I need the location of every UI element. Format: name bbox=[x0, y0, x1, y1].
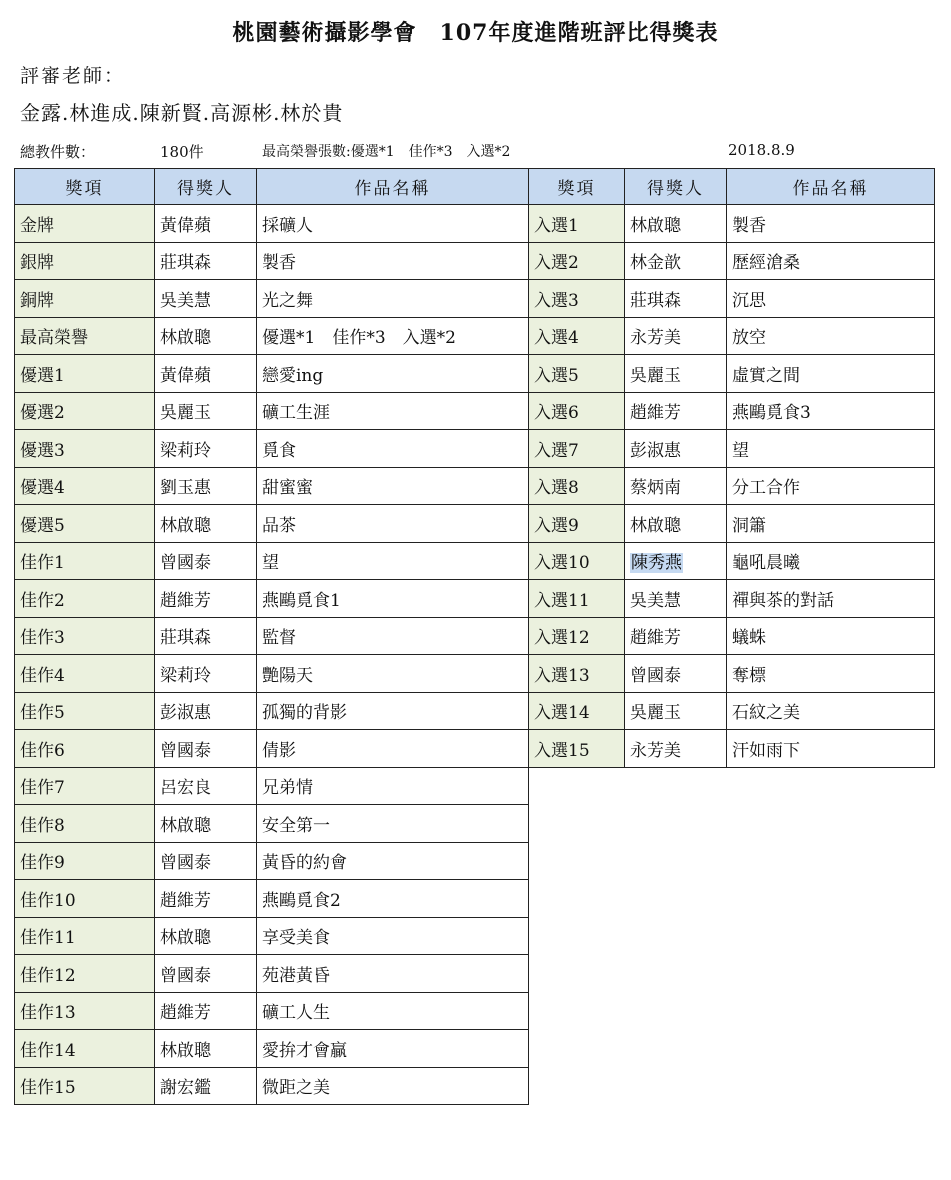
winner-cell-text: 永芳美 bbox=[630, 740, 681, 761]
award-cell[interactable] bbox=[15, 992, 155, 1030]
table-row bbox=[529, 655, 935, 693]
work-cell[interactable] bbox=[727, 317, 935, 355]
table-row bbox=[15, 617, 529, 655]
award-cell[interactable] bbox=[529, 205, 625, 243]
work-cell[interactable] bbox=[727, 692, 935, 730]
winner-cell-text: 曾國泰 bbox=[160, 853, 211, 874]
winner-cell[interactable] bbox=[155, 617, 257, 655]
work-cell[interactable] bbox=[257, 730, 529, 768]
table-row bbox=[529, 355, 935, 393]
winner-cell-text: 吳美慧 bbox=[630, 590, 681, 611]
work-cell-text: 兄弟情 bbox=[262, 778, 313, 799]
award-cell-text: 入選8 bbox=[534, 478, 579, 499]
table-row bbox=[15, 842, 529, 880]
work-cell-text: 燕鷗覓食1 bbox=[262, 590, 341, 611]
winner-cell-text: 永芳美 bbox=[630, 328, 681, 349]
table-row bbox=[15, 692, 529, 730]
award-cell-text: 入選6 bbox=[534, 403, 579, 424]
work-cell-text: 苑港黃昏 bbox=[262, 965, 330, 986]
work-cell-text: 礦工人生 bbox=[262, 1003, 330, 1024]
winner-cell-text: 林啟聰 bbox=[630, 515, 681, 536]
work-cell-text: 燕鷗覓食2 bbox=[262, 890, 341, 911]
work-cell[interactable] bbox=[257, 355, 529, 393]
work-cell[interactable] bbox=[257, 280, 529, 318]
award-cell[interactable] bbox=[15, 392, 155, 430]
award-cell-text: 入選11 bbox=[534, 590, 590, 611]
work-cell-text: 石紋之美 bbox=[732, 703, 800, 724]
work-cell[interactable] bbox=[727, 205, 935, 243]
winner-cell-text: 彭淑惠 bbox=[160, 703, 211, 724]
work-cell[interactable] bbox=[727, 542, 935, 580]
work-cell-text: 孤獨的背影 bbox=[262, 703, 347, 724]
highest-honor-counts: 最高榮譽張數:優選*1 佳作*3 入選*2 bbox=[262, 144, 511, 160]
award-cell-text: 佳作5 bbox=[20, 703, 65, 724]
award-cell[interactable] bbox=[529, 730, 625, 768]
work-cell[interactable] bbox=[727, 280, 935, 318]
winner-cell[interactable] bbox=[155, 280, 257, 318]
winner-cell-text: 趙維芳 bbox=[160, 590, 211, 611]
table-row bbox=[15, 730, 529, 768]
award-cell[interactable] bbox=[15, 580, 155, 618]
work-cell[interactable] bbox=[257, 580, 529, 618]
table-row bbox=[15, 880, 529, 918]
award-cell[interactable] bbox=[15, 467, 155, 505]
work-cell[interactable] bbox=[727, 505, 935, 543]
winner-cell[interactable] bbox=[625, 430, 727, 468]
award-cell-text: 入選12 bbox=[534, 628, 590, 649]
table-row bbox=[15, 355, 529, 393]
award-cell-text: 優選4 bbox=[20, 478, 65, 499]
work-cell-text: 監督 bbox=[262, 628, 296, 649]
table-row bbox=[15, 317, 529, 355]
header-award[interactable]: 獎項 bbox=[15, 169, 155, 205]
award-cell[interactable] bbox=[15, 430, 155, 468]
work-cell-text: 品茶 bbox=[262, 515, 296, 536]
work-cell-text: 微距之美 bbox=[262, 1078, 330, 1099]
award-cell-text: 佳作4 bbox=[20, 665, 65, 686]
award-cell-text: 佳作9 bbox=[20, 853, 65, 874]
winner-cell-text: 趙維芳 bbox=[630, 628, 681, 649]
total-entries-value: 180件 bbox=[160, 143, 204, 161]
table-row bbox=[15, 280, 529, 318]
table-row bbox=[15, 392, 529, 430]
winner-cell[interactable] bbox=[155, 730, 257, 768]
award-cell-text: 佳作6 bbox=[20, 740, 65, 761]
work-cell[interactable] bbox=[257, 880, 529, 918]
table-row bbox=[529, 730, 935, 768]
winner-cell-text: 彭淑惠 bbox=[630, 440, 681, 461]
winner-cell[interactable] bbox=[155, 430, 257, 468]
winner-cell[interactable] bbox=[625, 655, 727, 693]
table-row bbox=[15, 1067, 529, 1105]
award-cell-text: 入選4 bbox=[534, 328, 579, 349]
work-cell[interactable] bbox=[257, 505, 529, 543]
work-cell-text: 製香 bbox=[732, 215, 766, 236]
table-row bbox=[15, 430, 529, 468]
table-row bbox=[15, 242, 529, 280]
winner-cell[interactable] bbox=[155, 992, 257, 1030]
table-row bbox=[529, 580, 935, 618]
work-cell-text: 奪標 bbox=[732, 665, 766, 686]
award-cell[interactable] bbox=[529, 617, 625, 655]
work-cell-text: 製香 bbox=[262, 253, 296, 274]
award-cell[interactable] bbox=[15, 1067, 155, 1105]
table-row bbox=[15, 767, 529, 805]
award-cell-text: 入選3 bbox=[534, 290, 579, 311]
winner-cell-text: 吳美慧 bbox=[160, 290, 211, 311]
table-row bbox=[529, 242, 935, 280]
winner-cell-text: 吳麗玉 bbox=[630, 365, 681, 386]
work-cell[interactable] bbox=[727, 355, 935, 393]
winner-cell-text: 吳麗玉 bbox=[160, 403, 211, 424]
work-cell-text: 洞簫 bbox=[732, 515, 766, 536]
winner-cell-text: 林啟聰 bbox=[160, 1040, 211, 1061]
work-cell[interactable] bbox=[257, 955, 529, 993]
work-cell-text: 歷經滄桑 bbox=[732, 253, 800, 274]
work-cell-text: 採礦人 bbox=[262, 215, 313, 236]
winner-cell[interactable] bbox=[625, 392, 727, 430]
award-cell-text: 優選2 bbox=[20, 403, 65, 424]
work-cell-text: 覓食 bbox=[262, 440, 296, 461]
table-row bbox=[529, 430, 935, 468]
header-winner[interactable]: 得獎人 bbox=[155, 169, 257, 205]
judges-label: 評審老師： bbox=[20, 65, 126, 87]
winner-cell[interactable] bbox=[625, 617, 727, 655]
table-row bbox=[15, 505, 529, 543]
work-cell-text: 礦工生涯 bbox=[262, 403, 330, 424]
work-cell-text: 汗如雨下 bbox=[732, 740, 800, 761]
award-cell[interactable] bbox=[529, 505, 625, 543]
award-cell[interactable] bbox=[15, 767, 155, 805]
date: 2018.8.9 bbox=[728, 141, 795, 159]
award-cell[interactable] bbox=[529, 392, 625, 430]
right-award-table bbox=[528, 168, 935, 768]
winner-cell[interactable] bbox=[625, 317, 727, 355]
winner-cell[interactable] bbox=[155, 392, 257, 430]
work-cell-text: 沉思 bbox=[732, 290, 766, 311]
winner-cell-text: 陳秀燕 bbox=[631, 553, 682, 574]
work-cell-text: 放空 bbox=[732, 328, 766, 349]
winner-cell-text: 莊琪森 bbox=[160, 253, 211, 274]
award-cell[interactable] bbox=[15, 205, 155, 243]
work-cell[interactable] bbox=[257, 542, 529, 580]
award-cell-text: 入選13 bbox=[534, 665, 590, 686]
winner-cell-text: 曾國泰 bbox=[160, 965, 211, 986]
winner-cell-text: 梁莉玲 bbox=[160, 665, 211, 686]
award-cell[interactable] bbox=[15, 505, 155, 543]
work-cell-text: 甜蜜蜜 bbox=[262, 478, 313, 499]
award-cell[interactable] bbox=[529, 580, 625, 618]
work-cell-text: 望 bbox=[732, 440, 749, 461]
award-cell-text: 入選14 bbox=[534, 703, 590, 724]
award-cell[interactable] bbox=[529, 430, 625, 468]
work-cell[interactable] bbox=[727, 430, 935, 468]
winner-cell[interactable] bbox=[155, 842, 257, 880]
award-cell[interactable] bbox=[529, 692, 625, 730]
winner-cell[interactable] bbox=[155, 467, 257, 505]
winner-cell[interactable] bbox=[155, 805, 257, 843]
winner-cell[interactable] bbox=[625, 692, 727, 730]
award-cell[interactable] bbox=[15, 617, 155, 655]
winner-cell-text: 蔡炳南 bbox=[630, 478, 681, 499]
winner-cell[interactable] bbox=[625, 205, 727, 243]
award-cell[interactable] bbox=[15, 1030, 155, 1068]
winner-cell[interactable] bbox=[625, 242, 727, 280]
work-cell[interactable] bbox=[727, 392, 935, 430]
work-cell-text: 燕鷗覓食3 bbox=[732, 403, 811, 424]
total-entries-label: 總教件數： bbox=[20, 143, 96, 161]
work-cell-text: 艷陽天 bbox=[262, 665, 313, 686]
award-cell-text: 入選2 bbox=[534, 253, 579, 274]
winner-cell-text: 林啟聰 bbox=[160, 515, 211, 536]
winner-cell-text: 吳麗玉 bbox=[630, 703, 681, 724]
award-cell-text: 佳作3 bbox=[20, 628, 65, 649]
work-cell-text: 愛拚才會贏 bbox=[262, 1040, 347, 1061]
award-cell-text: 佳作15 bbox=[20, 1078, 76, 1099]
award-cell[interactable] bbox=[15, 317, 155, 355]
winner-cell[interactable] bbox=[155, 767, 257, 805]
winner-cell[interactable] bbox=[625, 467, 727, 505]
winner-cell-text: 林啟聰 bbox=[160, 928, 211, 949]
work-cell[interactable] bbox=[727, 467, 935, 505]
winner-cell-text: 黃偉蘋 bbox=[160, 365, 211, 386]
award-cell[interactable] bbox=[15, 805, 155, 843]
award-cell-text: 入選9 bbox=[534, 515, 579, 536]
winner-cell-text: 黃偉蘋 bbox=[160, 215, 211, 236]
work-cell[interactable] bbox=[727, 730, 935, 768]
work-cell[interactable] bbox=[257, 767, 529, 805]
table-row bbox=[529, 280, 935, 318]
table-row bbox=[529, 467, 935, 505]
award-cell-text: 入選10 bbox=[534, 553, 590, 574]
winner-cell[interactable] bbox=[155, 880, 257, 918]
header-work[interactable]: 作品名稱 bbox=[257, 169, 529, 205]
award-cell-text: 最高榮譽 bbox=[20, 328, 88, 349]
work-cell[interactable] bbox=[727, 655, 935, 693]
award-cell-text: 佳作2 bbox=[20, 590, 65, 611]
winner-cell[interactable] bbox=[155, 355, 257, 393]
winner-cell[interactable] bbox=[625, 355, 727, 393]
header-work[interactable]: 作品名稱 bbox=[727, 169, 935, 205]
award-cell-text: 優選1 bbox=[20, 365, 65, 386]
work-cell[interactable] bbox=[257, 242, 529, 280]
work-cell-text: 安全第一 bbox=[262, 815, 330, 836]
award-cell-text: 優選3 bbox=[20, 440, 65, 461]
winner-cell[interactable] bbox=[625, 542, 727, 580]
left-award-table bbox=[14, 168, 529, 1105]
winner-cell[interactable] bbox=[155, 1030, 257, 1068]
work-cell-text: 望 bbox=[262, 553, 279, 574]
winner-cell-text: 趙維芳 bbox=[160, 1003, 211, 1024]
work-cell[interactable] bbox=[257, 655, 529, 693]
winner-cell-text: 謝宏鑑 bbox=[160, 1078, 211, 1099]
award-cell-text: 優選5 bbox=[20, 515, 65, 536]
award-cell[interactable] bbox=[15, 730, 155, 768]
award-cell-text: 佳作7 bbox=[20, 778, 65, 799]
table-row bbox=[15, 917, 529, 955]
winner-cell[interactable] bbox=[155, 242, 257, 280]
winner-cell[interactable] bbox=[155, 317, 257, 355]
work-cell[interactable] bbox=[257, 917, 529, 955]
award-cell-text: 佳作10 bbox=[20, 890, 76, 911]
work-cell-text: 戀愛ing bbox=[262, 365, 324, 386]
work-cell-text: 禪與茶的對話 bbox=[732, 590, 834, 611]
work-cell-text: 享受美食 bbox=[262, 928, 330, 949]
award-cell-text: 入選15 bbox=[534, 740, 590, 761]
table-row bbox=[529, 317, 935, 355]
work-cell[interactable] bbox=[257, 430, 529, 468]
table-row bbox=[529, 692, 935, 730]
table-row bbox=[15, 955, 529, 993]
table-row bbox=[15, 992, 529, 1030]
winner-cell-text: 劉玉惠 bbox=[160, 478, 211, 499]
award-cell-text: 銀牌 bbox=[20, 253, 54, 274]
winner-cell-text: 林金歆 bbox=[630, 253, 681, 274]
table-row bbox=[15, 205, 529, 243]
work-cell-text: 虛實之間 bbox=[732, 365, 800, 386]
table-row bbox=[15, 467, 529, 505]
work-cell-text: 分工合作 bbox=[732, 478, 800, 499]
winner-cell-text: 梁莉玲 bbox=[160, 440, 211, 461]
award-cell-text: 入選5 bbox=[534, 365, 579, 386]
award-cell-text: 金牌 bbox=[20, 215, 54, 236]
award-cell-text: 佳作1 bbox=[20, 553, 65, 574]
winner-cell-text: 林啟聰 bbox=[630, 215, 681, 236]
work-cell-text: 光之舞 bbox=[262, 290, 313, 311]
award-cell-text: 佳作11 bbox=[20, 928, 76, 949]
winner-cell[interactable] bbox=[625, 580, 727, 618]
table-header-row bbox=[529, 169, 935, 205]
work-cell-text: 黃昏的約會 bbox=[262, 853, 347, 874]
work-cell[interactable] bbox=[257, 467, 529, 505]
winner-cell[interactable] bbox=[625, 280, 727, 318]
table-row bbox=[529, 392, 935, 430]
award-cell[interactable] bbox=[15, 692, 155, 730]
work-cell[interactable] bbox=[257, 805, 529, 843]
winner-cell[interactable] bbox=[155, 955, 257, 993]
work-cell-text: 蟻蛛 bbox=[732, 628, 766, 649]
award-cell[interactable] bbox=[15, 280, 155, 318]
award-cell[interactable] bbox=[529, 317, 625, 355]
winner-cell-text: 林啟聰 bbox=[160, 815, 211, 836]
header-winner[interactable]: 得獎人 bbox=[625, 169, 727, 205]
winner-cell-text: 趙維芳 bbox=[160, 890, 211, 911]
winner-cell-text: 曾國泰 bbox=[630, 665, 681, 686]
work-cell[interactable] bbox=[727, 242, 935, 280]
award-cell-text: 佳作14 bbox=[20, 1040, 76, 1061]
award-cell[interactable] bbox=[15, 917, 155, 955]
work-cell[interactable] bbox=[727, 580, 935, 618]
winner-cell-text: 曾國泰 bbox=[160, 740, 211, 761]
winner-cell[interactable] bbox=[155, 692, 257, 730]
winner-cell-text: 莊琪森 bbox=[630, 290, 681, 311]
table-header-row bbox=[15, 169, 529, 205]
work-cell-text: 優選*1 佳作*3 入選*2 bbox=[262, 328, 456, 349]
judges-names: 金露.林進成.陳新賢.高源彬.林於貴 bbox=[20, 101, 344, 125]
award-cell[interactable] bbox=[529, 655, 625, 693]
award-cell[interactable] bbox=[529, 355, 625, 393]
work-cell[interactable] bbox=[257, 317, 529, 355]
award-cell-text: 入選1 bbox=[534, 215, 579, 236]
award-cell[interactable] bbox=[15, 955, 155, 993]
award-cell[interactable] bbox=[529, 467, 625, 505]
winner-cell-text: 趙維芳 bbox=[630, 403, 681, 424]
work-cell[interactable] bbox=[257, 392, 529, 430]
award-cell-text: 佳作13 bbox=[20, 1003, 76, 1024]
award-cell[interactable] bbox=[529, 242, 625, 280]
table-row bbox=[15, 542, 529, 580]
award-cell-text: 佳作12 bbox=[20, 965, 76, 986]
work-cell[interactable] bbox=[257, 842, 529, 880]
table-row bbox=[529, 542, 935, 580]
work-cell[interactable] bbox=[257, 692, 529, 730]
winner-cell[interactable] bbox=[155, 505, 257, 543]
work-cell-text: 倩影 bbox=[262, 740, 296, 761]
winner-cell[interactable] bbox=[155, 205, 257, 243]
work-cell[interactable] bbox=[257, 1067, 529, 1105]
award-cell[interactable] bbox=[15, 655, 155, 693]
winner-cell[interactable] bbox=[625, 505, 727, 543]
award-cell[interactable] bbox=[15, 355, 155, 393]
work-cell[interactable] bbox=[257, 992, 529, 1030]
winner-cell[interactable] bbox=[155, 580, 257, 618]
work-cell[interactable] bbox=[257, 205, 529, 243]
award-cell-text: 入選7 bbox=[534, 440, 579, 461]
work-cell[interactable] bbox=[257, 617, 529, 655]
table-row bbox=[529, 617, 935, 655]
award-cell[interactable] bbox=[15, 542, 155, 580]
winner-cell[interactable] bbox=[155, 1067, 257, 1105]
winner-cell[interactable] bbox=[625, 730, 727, 768]
winner-cell-text: 莊琪森 bbox=[160, 628, 211, 649]
winner-cell-text: 曾國泰 bbox=[160, 553, 211, 574]
winner-cell-text: 林啟聰 bbox=[160, 328, 211, 349]
award-cell[interactable] bbox=[15, 242, 155, 280]
work-cell[interactable] bbox=[727, 617, 935, 655]
award-cell[interactable] bbox=[529, 280, 625, 318]
work-cell[interactable] bbox=[257, 1030, 529, 1068]
award-cell[interactable] bbox=[15, 880, 155, 918]
table-row bbox=[15, 655, 529, 693]
award-cell-text: 銅牌 bbox=[20, 290, 54, 311]
header-award[interactable]: 獎項 bbox=[529, 169, 625, 205]
winner-cell[interactable] bbox=[155, 917, 257, 955]
winner-cell[interactable] bbox=[155, 542, 257, 580]
winner-cell-text: 呂宏良 bbox=[160, 778, 211, 799]
winner-cell[interactable] bbox=[155, 655, 257, 693]
table-row bbox=[529, 205, 935, 243]
table-row bbox=[15, 805, 529, 843]
table-row bbox=[529, 505, 935, 543]
work-cell-text: 龜吼晨曦 bbox=[732, 553, 800, 574]
award-cell[interactable] bbox=[529, 542, 625, 580]
page-title: 桃園藝術攝影學會 107年度進階班評比得獎表 bbox=[232, 20, 719, 46]
table-row bbox=[15, 1030, 529, 1068]
award-cell[interactable] bbox=[15, 842, 155, 880]
table-row bbox=[15, 580, 529, 618]
award-cell-text: 佳作8 bbox=[20, 815, 65, 836]
